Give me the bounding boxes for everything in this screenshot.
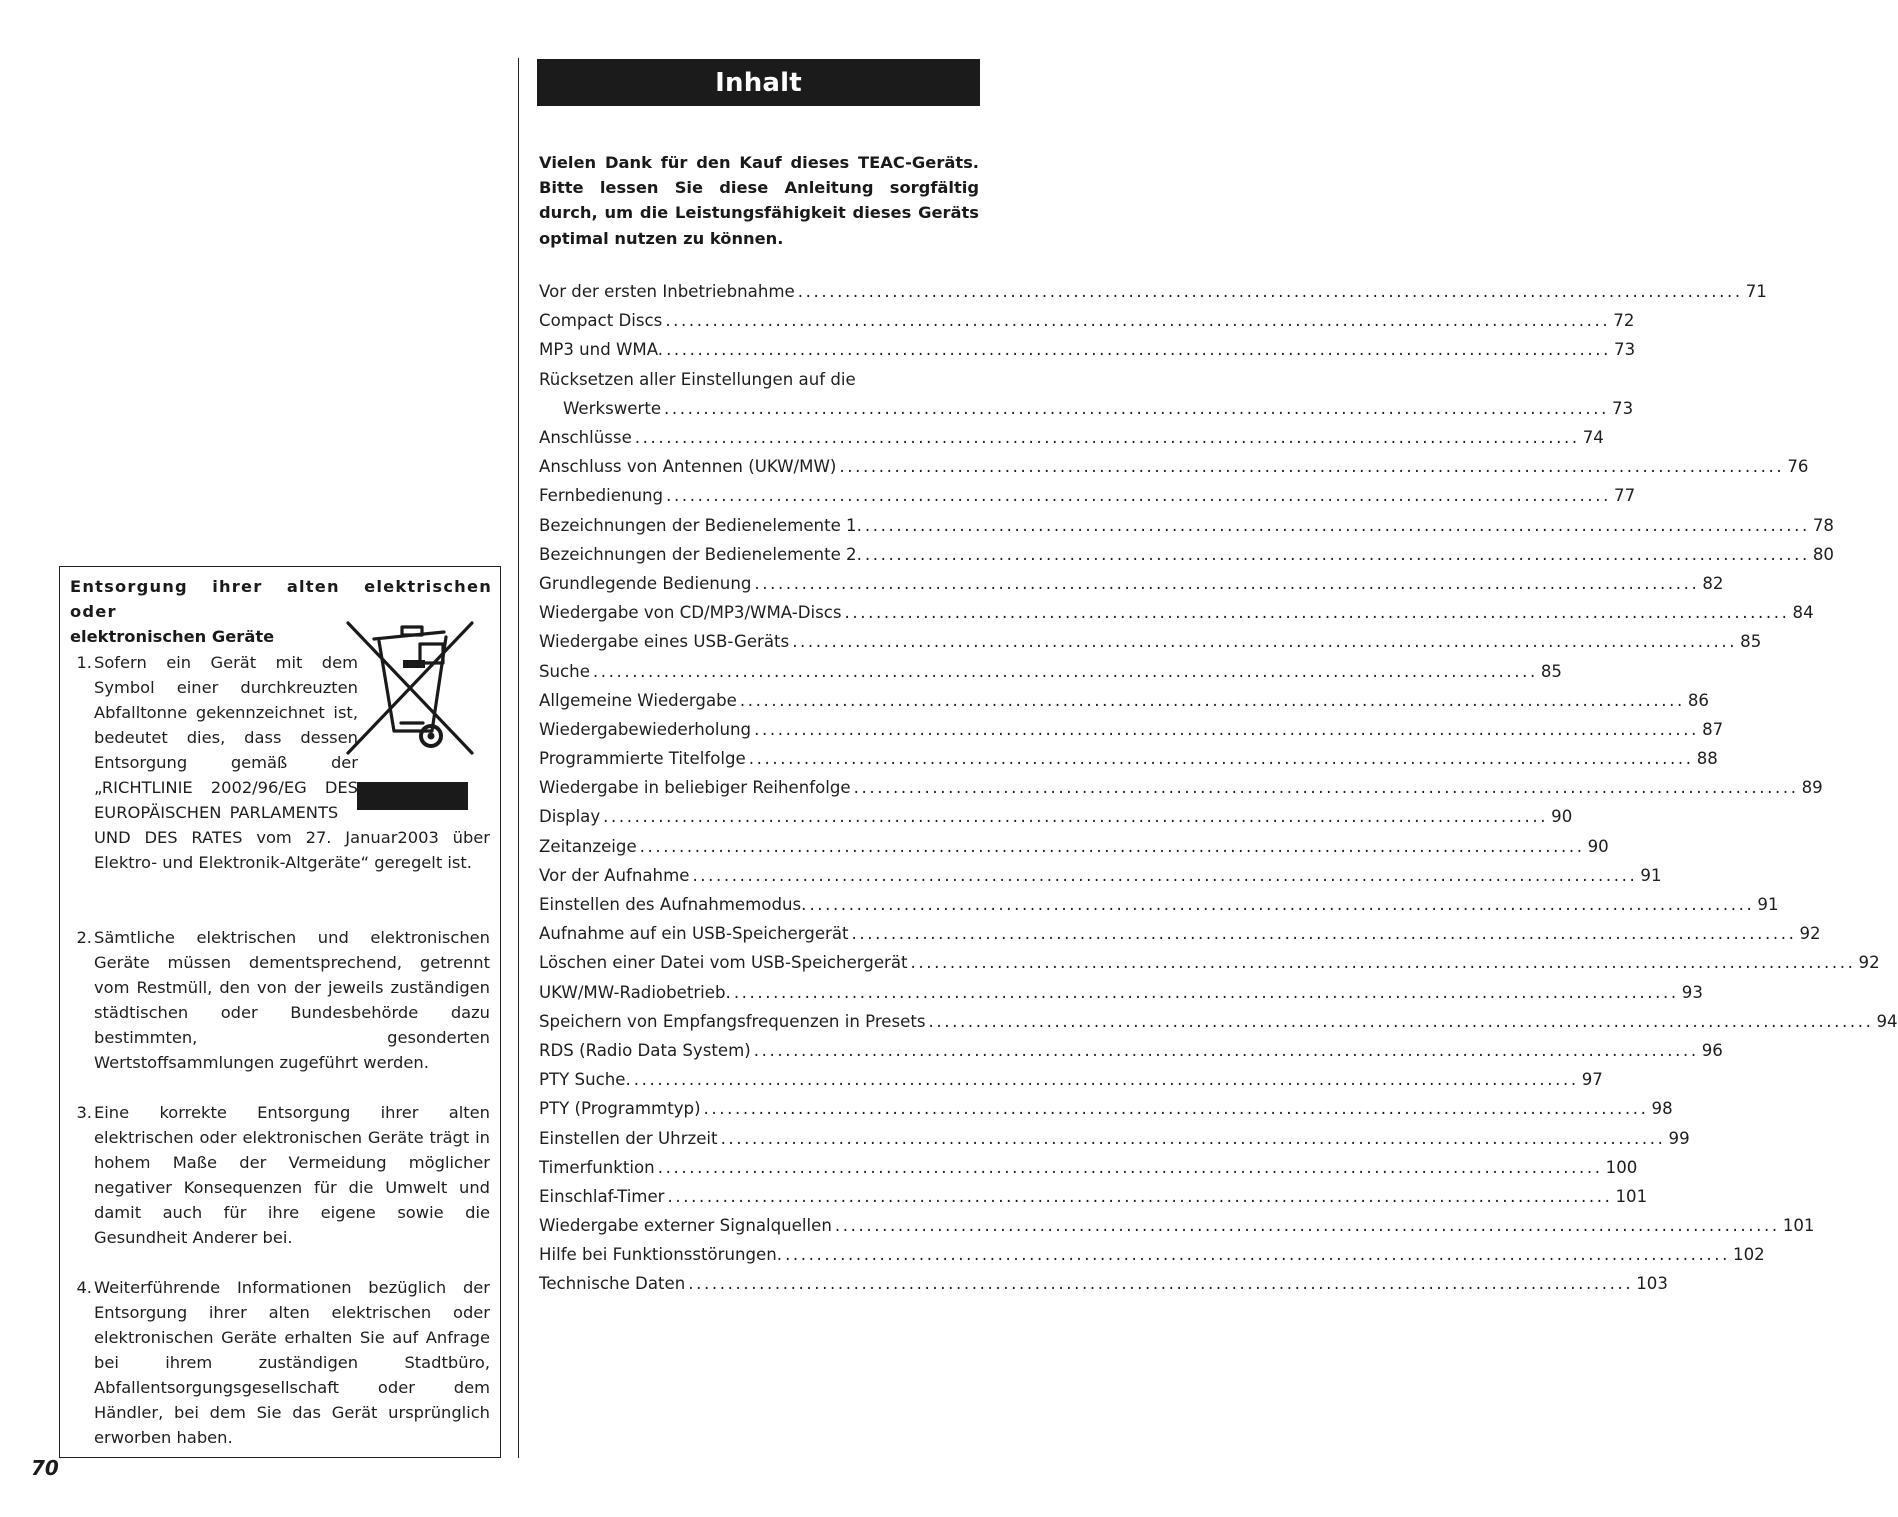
toc-entry-title: Zeitanzeige [539, 836, 637, 856]
toc-leader-dots: ........................................................................................................................ [667, 1186, 1613, 1206]
toc-entry-page: 74 [1582, 428, 1604, 448]
toc-leader-dots: ........................................................................................................................ [634, 428, 1580, 448]
toc-leader-dots: ........................................................................................................................ [703, 1099, 1649, 1119]
toc-entry-page: 73 [1614, 340, 1636, 360]
toc-entry-page: 96 [1701, 1040, 1723, 1060]
toc-entry[interactable] [539, 452, 1809, 481]
toc-entry-title: Wiedergabe eines USB-Geräts [539, 632, 790, 652]
toc-leader-dots: ........................................................................................................................ [633, 1070, 1579, 1090]
item-text: Weiterführende Informationen bezüglich der Entsorgung ihrer alten elektrischen oder elektronischen Geräte erhalten Sie auf Anfrage bei ihrem zuständigen Stadtbüro, Abfallentsorgungsgesellschaft oder dem Händler, bei dem Sie das Gerät ursprünglich erworben haben. [94, 1278, 490, 1447]
toc-entry[interactable] [539, 1240, 1765, 1269]
toc-entry-title: Compact Discs [539, 311, 663, 331]
toc-entry[interactable] [539, 656, 1562, 685]
toc-leader-dots: ........................................................................................................................ [754, 719, 1700, 739]
page-number: 70 [31, 1456, 59, 1480]
toc-leader-dots: ........................................................................................................................ [851, 924, 1797, 944]
toc-entry[interactable] [539, 1153, 1638, 1182]
toc-entry-title: Löschen einer Datei vom USB-Speichergerät [539, 953, 908, 973]
toc-entry-title: Hilfe bei Funktionsstörungen. [539, 1245, 783, 1265]
toc-entry-title: Werkswerte [563, 398, 662, 418]
toc-leader-dots: ........................................................................................................................ [792, 632, 1738, 652]
toc-entry-page: 92 [1858, 953, 1880, 973]
toc-entry-page: 76 [1787, 457, 1809, 477]
toc-entry[interactable] [539, 890, 1779, 919]
toc-entry[interactable] [539, 306, 1635, 335]
toc-entry-title: Technische Daten [539, 1274, 686, 1294]
toc-leader-dots: ........................................................................................................................ [657, 1157, 1603, 1177]
toc-leader-dots: ........................................................................................................................ [603, 807, 1549, 827]
toc-entry-page: 80 [1812, 544, 1834, 564]
toc-entry[interactable] [539, 978, 1703, 1007]
toc-leader-dots: ........................................................................................................................ [797, 282, 1743, 302]
toc-entry-page: 100 [1605, 1157, 1638, 1177]
toc-leader-dots: ........................................................................................................................ [666, 340, 1612, 360]
toc-entry-page: 101 [1615, 1186, 1648, 1206]
toc-entry-page: 88 [1696, 749, 1718, 769]
toc-leader-dots: ........................................................................................................................ [754, 573, 1700, 593]
toc-entry[interactable] [539, 802, 1573, 831]
toc-entry-page: 91 [1640, 865, 1662, 885]
toc-leader-dots: ........................................................................................................................ [809, 895, 1755, 915]
toc-entry-title: Suche [539, 661, 590, 681]
item-number: 2. [76, 928, 92, 947]
toc-leader-dots: ........................................................................................................................ [748, 749, 1694, 769]
toc-entry-page: 85 [1740, 632, 1762, 652]
toc-leader-dots: ........................................................................................................................ [665, 311, 1611, 331]
toc-entry[interactable] [539, 1182, 1648, 1211]
toc-entry-title: Vor der Aufnahme [539, 865, 690, 885]
toc-entry-page: 103 [1636, 1274, 1668, 1294]
toc-entry[interactable] [539, 948, 1880, 977]
toc-entry[interactable] [539, 832, 1609, 861]
toc-leader-dots: ........................................................................................................................ [733, 982, 1679, 1002]
section-title-text: Inhalt [715, 67, 802, 98]
toc-entry[interactable] [539, 394, 1634, 423]
toc-leader-dots: ........................................................................................................................ [720, 1128, 1666, 1148]
toc-entry-page: 86 [1687, 690, 1709, 710]
toc-entry[interactable] [539, 511, 1834, 540]
disposal-title-line-2: elektronischen Geräte [70, 627, 275, 646]
toc-entry-page: 89 [1801, 778, 1823, 798]
toc-entry-page: 73 [1612, 398, 1634, 418]
toc-entry-title: Display [539, 807, 601, 827]
toc-leader-dots: ........................................................................................................................ [910, 953, 1856, 973]
toc-entry-page: 101 [1782, 1216, 1815, 1236]
toc-entry[interactable] [539, 540, 1834, 569]
toc-leader-dots: ........................................................................................................................ [834, 1216, 1780, 1236]
toc-entry-title: Grundlegende Bedienung [539, 573, 752, 593]
toc-entry[interactable] [539, 744, 1718, 773]
toc-entry-title: Einstellen der Uhrzeit [539, 1128, 718, 1148]
toc-entry-page: 97 [1581, 1070, 1603, 1090]
toc-entry-title: Bezeichnungen der Bedienelemente 1. [539, 515, 862, 535]
table-of-contents [539, 277, 1898, 1299]
toc-entry-title: PTY Suche. [539, 1070, 631, 1090]
toc-entry-title: MP3 und WMA. [539, 340, 664, 360]
toc-entry[interactable] [539, 919, 1821, 948]
item-text: Eine korrekte Entsorgung ihrer alten elektrischen oder elektronischen Geräte trägt in hohem Maße der Vermeidung möglicher negativer Konsequenzen für die Umwelt und damit auch für ihre eigene sowie die Gesundheit Anderer bei. [94, 1103, 490, 1247]
toc-entry-title: Wiedergabe externer Signalquellen [539, 1216, 832, 1236]
toc-entry[interactable] [539, 715, 1724, 744]
toc-leader-dots: ........................................................................................................................ [928, 1011, 1874, 1031]
toc-entry-title: Wiedergabe in beliebiger Reihenfolge [539, 778, 851, 798]
toc-entry[interactable] [539, 1036, 1723, 1065]
toc-entry-page: 92 [1799, 924, 1821, 944]
section-title [537, 59, 980, 106]
toc-entry[interactable] [539, 1094, 1673, 1123]
toc-entry-title: RDS (Radio Data System) [539, 1040, 751, 1060]
toc-entry-title: Aufnahme auf ein USB-Speichergerät [539, 924, 849, 944]
disposal-title-line-1: Entsorgung ihrer alten elektrischen oder [70, 577, 492, 621]
toc-entry[interactable] [539, 861, 1662, 890]
toc-entry[interactable] [539, 569, 1724, 598]
toc-entry-page: 84 [1792, 603, 1814, 623]
toc-entry-title: Wiedergabe von CD/MP3/WMA-Discs [539, 603, 842, 623]
toc-leader-dots: ........................................................................................................................ [844, 603, 1790, 623]
toc-entry-title: Fernbedienung [539, 486, 664, 506]
toc-entry-page: 98 [1651, 1099, 1673, 1119]
toc-entry[interactable] [539, 598, 1814, 627]
toc-leader-dots: ........................................................................................................................ [692, 865, 1638, 885]
toc-entry-title: Einstellen des Aufnahmemodus. [539, 895, 807, 915]
toc-entry-page: 87 [1702, 719, 1724, 739]
toc-leader-dots: ........................................................................................................................ [864, 515, 1810, 535]
toc-leader-dots: ........................................................................................................................ [785, 1245, 1731, 1265]
toc-entry-page: 99 [1668, 1128, 1690, 1148]
toc-entry-page: 91 [1757, 895, 1779, 915]
toc-leader-dots: ........................................................................................................................ [839, 457, 1785, 477]
toc-entry-page: 77 [1614, 486, 1636, 506]
column-divider [518, 58, 519, 1458]
toc-entry[interactable] [539, 277, 1767, 306]
toc-entry-page: 93 [1681, 982, 1703, 1002]
toc-entry-page: 94 [1876, 1011, 1898, 1031]
toc-entry[interactable] [539, 335, 1636, 364]
toc-leader-dots: ........................................................................................................................ [864, 544, 1810, 564]
toc-entry-title: Wiedergabewiederholung [539, 719, 752, 739]
toc-entry[interactable] [539, 423, 1604, 452]
toc-entry-page: 72 [1613, 311, 1635, 331]
toc-leader-dots: ........................................................................................................................ [753, 1040, 1699, 1060]
item-number: 4. [76, 1278, 92, 1297]
toc-leader-dots: ........................................................................................................................ [592, 661, 1538, 681]
toc-leader-dots: ........................................................................................................................ [639, 836, 1585, 856]
item-number: 1. [76, 653, 92, 672]
toc-entry-title: Anschluss von Antennen (UKW/MW) [539, 457, 837, 477]
toc-entry-title: Bezeichnungen der Bedienelemente 2. [539, 544, 862, 564]
item-text-continued: UND DES RATES vom 27. Januar2003 über Elektro- und Elektronik-Altgeräte“ geregelt ist. [94, 828, 490, 872]
toc-entry[interactable] [539, 773, 1823, 802]
toc-entry[interactable] [539, 1007, 1898, 1036]
toc-entry-page: 102 [1733, 1245, 1765, 1265]
toc-entry-page: 85 [1540, 661, 1562, 681]
toc-leader-dots: ........................................................................................................................ [739, 690, 1685, 710]
item-text: Sämtliche elektrischen und elektronischen Geräte müssen dementsprechend, getrennt vom Restmüll, den von der jeweils zuständigen städtischen oder Bundesbehörde dazu bestimmten, gesonderten Wertstoffsammlungen zugeführt werden. [94, 928, 490, 1072]
toc-entry-page: 82 [1702, 573, 1724, 593]
toc-entry-title: Programmierte Titelfolge [539, 749, 746, 769]
toc-entry-heading[interactable] [539, 365, 979, 394]
toc-entry[interactable] [539, 1065, 1603, 1094]
toc-entry-page: 78 [1812, 515, 1834, 535]
item-number: 3. [76, 1103, 92, 1122]
toc-entry[interactable] [539, 686, 1709, 715]
toc-leader-dots: ........................................................................................................................ [664, 398, 1610, 418]
crossed-out-bin-icon [346, 619, 474, 815]
toc-entry-title: Einschlaf-Timer [539, 1186, 665, 1206]
item-text: Sofern ein Gerät mit dem Symbol einer durchkreuzten Abfalltonne gekennzeichnet ist, bedeutet dies, dass dessen Entsorgung gemäß der „RICHTLINIE 2002/96/EG DES EUROPÄISCHEN PARLAMENTS [94, 653, 358, 822]
toc-entry-title: UKW/MW-Radiobetrieb. [539, 982, 731, 1002]
toc-entry-title: Timerfunktion [539, 1157, 655, 1177]
toc-entry-title: PTY (Programmtyp) [539, 1099, 701, 1119]
intro-paragraph: Vielen Dank für den Kauf dieses TEAC-Geräts. Bitte lessen Sie diese Anleitung sorgfältig durch, um die Leistungsfähigkeit dieses Geräts optimal nutzen zu können. [539, 153, 979, 248]
toc-entry-title: Rücksetzen aller Einstellungen auf die [539, 369, 856, 389]
toc-entry[interactable] [539, 627, 1762, 656]
toc-leader-dots: ........................................................................................................................ [853, 778, 1799, 798]
toc-leader-dots: ........................................................................................................................ [688, 1274, 1634, 1294]
toc-entry[interactable] [539, 1269, 1668, 1298]
toc-entry-title: Anschlüsse [539, 428, 632, 448]
toc-entry-page: 90 [1587, 836, 1609, 856]
toc-entry-title: Speichern von Empfangsfrequenzen in Presets [539, 1011, 926, 1031]
toc-entry-title: Vor der ersten Inbetriebnahme [539, 282, 795, 302]
toc-entry-page: 71 [1745, 282, 1767, 302]
toc-entry-page: 90 [1551, 807, 1573, 827]
toc-leader-dots: ........................................................................................................................ [666, 486, 1612, 506]
toc-entry[interactable] [539, 1211, 1815, 1240]
toc-entry[interactable] [539, 481, 1636, 510]
toc-entry[interactable] [539, 1123, 1690, 1152]
toc-entry-title: Allgemeine Wiedergabe [539, 690, 737, 710]
